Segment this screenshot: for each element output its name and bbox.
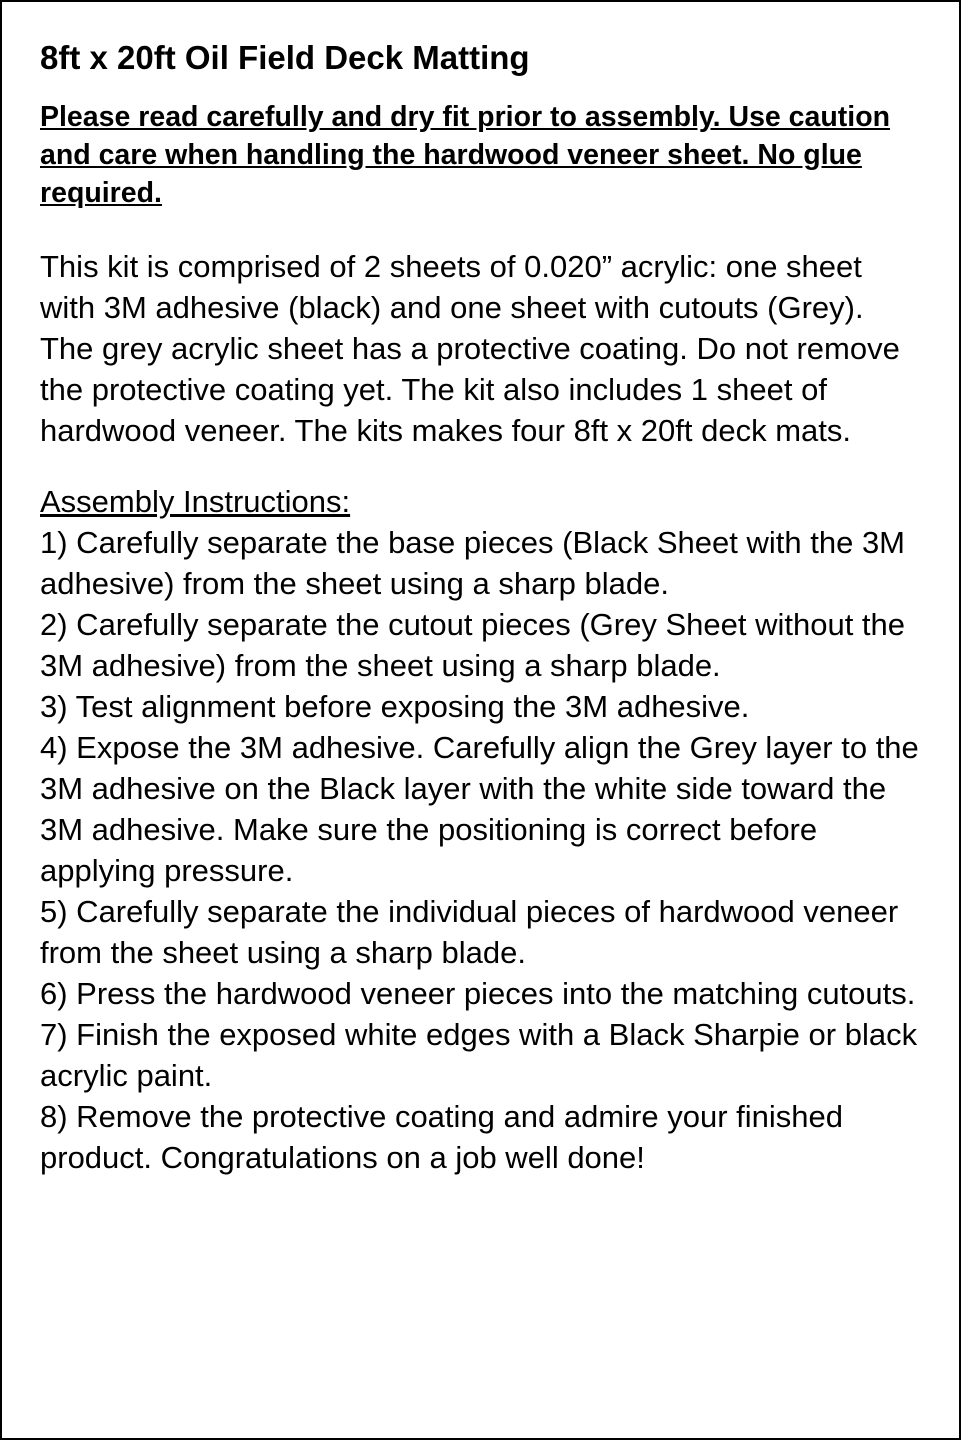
assembly-step-4: 4) Expose the 3M adhesive. Carefully align the Grey layer to the 3M adhesive on the Black layer with the white side toward the 3M adhesive. Make sure the positioning is correct before applying pressure. xyxy=(40,730,919,888)
document-title: 8ft x 20ft Oil Field Deck Matting xyxy=(40,39,530,76)
warning-notice: Please read carefully and dry fit prior to assembly. Use caution and care when handling the hardwood veneer sheet. No glue required. xyxy=(40,101,891,209)
assembly-step-5: 5) Carefully separate the individual pieces of hardwood veneer from the sheet using a sharp blade. xyxy=(40,894,899,970)
assembly-step-1: 1) Carefully separate the base pieces (Black Sheet with the 3M adhesive) from the sheet using a sharp blade. xyxy=(40,525,906,601)
assembly-heading: Assembly Instructions: xyxy=(40,484,351,519)
assembly-step-3: 3) Test alignment before exposing the 3M adhesive. xyxy=(40,689,750,724)
assembly-step-8: 8) Remove the protective coating and admire your finished product. Congratulations on a job well done! xyxy=(40,1099,843,1175)
kit-description: This kit is comprised of 2 sheets of 0.020” acrylic: one sheet with 3M adhesive (black) and one sheet with cutouts (Grey). The grey acrylic sheet has a protective coating. Do not remove the protective coating yet. The kit also includes 1 sheet of hardwood veneer. The kits makes four 8ft x 20ft deck mats. xyxy=(40,249,900,448)
assembly-step-6: 6) Press the hardwood veneer pieces into the matching cutouts. xyxy=(40,976,916,1011)
assembly-steps-list xyxy=(40,522,919,1178)
assembly-step-7: 7) Finish the exposed white edges with a Black Sharpie or black acrylic paint. xyxy=(40,1017,918,1093)
assembly-step-2: 2) Carefully separate the cutout pieces (Grey Sheet without the 3M adhesive) from the sheet using a sharp blade. xyxy=(40,607,906,683)
